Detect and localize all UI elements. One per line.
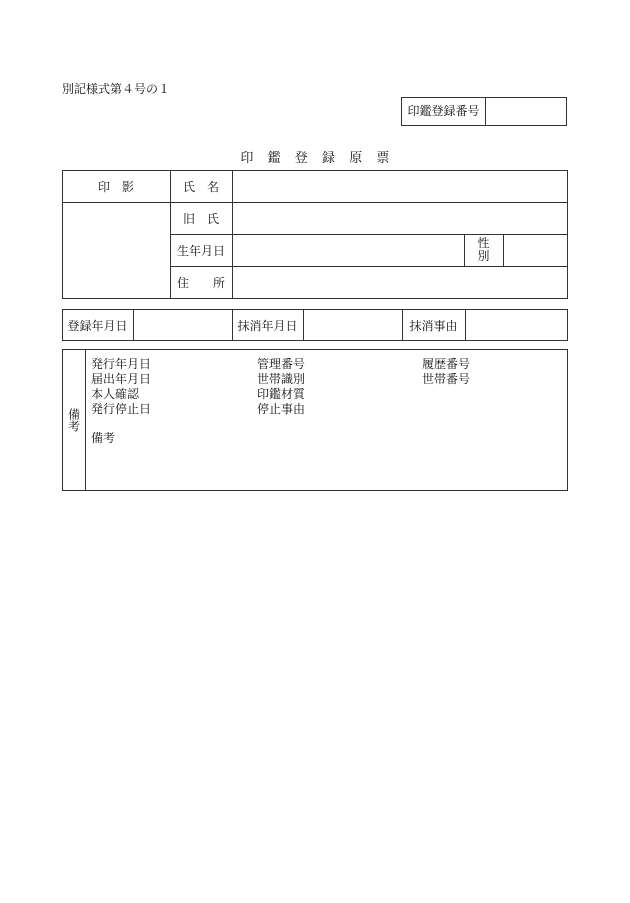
deletion-reason-field[interactable] xyxy=(466,310,567,340)
remarks-col1 xyxy=(91,357,231,417)
remarks-side-label: 備考 xyxy=(66,408,81,432)
deletion-date-label: 抹消年月日 xyxy=(237,318,298,333)
name-label: 氏 名 xyxy=(182,179,220,194)
deletion-reason-label: 抹消事由 xyxy=(409,318,458,333)
sex-field[interactable] xyxy=(504,235,567,266)
document-title xyxy=(0,147,630,166)
filing-date-label: 届出年月日 xyxy=(91,372,152,386)
title-char: 録 xyxy=(322,151,336,166)
name-field[interactable] xyxy=(233,171,567,202)
issue-date-label: 発行年月日 xyxy=(91,357,152,371)
dates-table xyxy=(62,309,568,341)
address-label: 住 所 xyxy=(176,275,226,290)
deletion-date-field[interactable] xyxy=(304,310,402,340)
management-number-label: 管理番号 xyxy=(257,357,306,371)
birthdate-field[interactable] xyxy=(233,235,464,266)
history-number-label: 履歴番号 xyxy=(422,357,471,371)
issue-stop-date-label: 発行停止日 xyxy=(91,402,152,416)
remarks-box xyxy=(62,349,568,491)
registration-number-box xyxy=(401,97,567,126)
registration-number-field[interactable] xyxy=(486,98,566,125)
registration-number-label: 印鑑登録番号 xyxy=(402,98,486,125)
remarks-col3 xyxy=(422,357,552,387)
remarks-col2 xyxy=(257,357,397,417)
title-char: 登 xyxy=(294,151,308,166)
registration-date-label: 登録年月日 xyxy=(67,318,128,333)
birthdate-label: 生年月日 xyxy=(176,243,225,258)
identity-check-label: 本人確認 xyxy=(91,387,140,401)
former-name-field[interactable] xyxy=(233,203,567,234)
title-char: 原 xyxy=(349,151,363,166)
former-name-label: 旧 氏 xyxy=(182,211,220,226)
remarks-note-field[interactable] xyxy=(86,447,567,490)
remarks-note-label: 備考 xyxy=(91,431,116,445)
household-id-label: 世帯識別 xyxy=(257,372,306,386)
seal-material-label: 印鑑材質 xyxy=(257,387,306,401)
title-char: 票 xyxy=(376,151,390,166)
household-number-label: 世帯番号 xyxy=(422,372,471,386)
registration-date-field[interactable] xyxy=(134,310,232,340)
seal-impression-area[interactable] xyxy=(63,203,170,298)
seal-impression-label: 印 影 xyxy=(97,179,135,194)
sex-label: 性 別 xyxy=(477,236,490,263)
stop-reason-label: 停止事由 xyxy=(257,402,306,416)
address-field[interactable] xyxy=(233,267,567,298)
form-id: 別記様式第４号の１ xyxy=(62,82,171,96)
title-char: 印 xyxy=(240,151,254,166)
title-char: 鑑 xyxy=(267,151,281,166)
main-table xyxy=(62,170,568,299)
